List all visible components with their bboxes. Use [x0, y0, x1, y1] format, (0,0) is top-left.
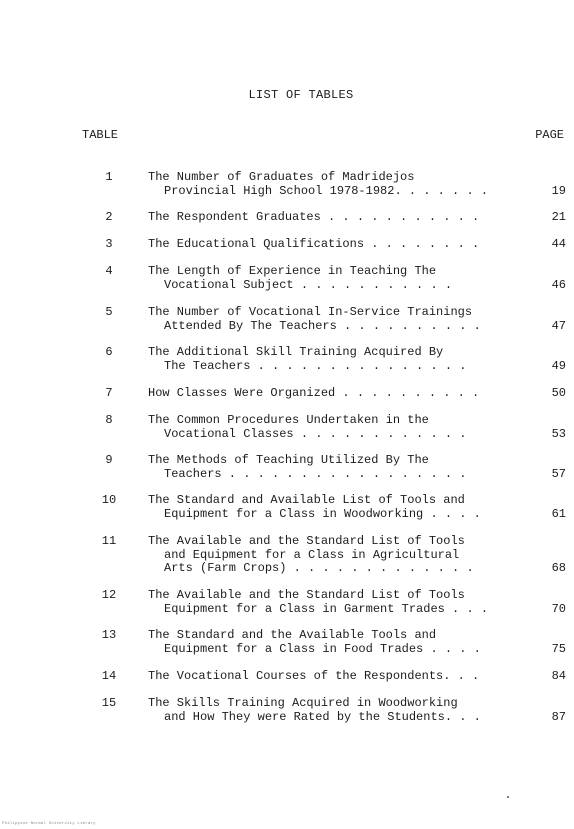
caption-line: The Standard and the Available Tools and	[148, 628, 437, 642]
table-number: 4	[105, 264, 113, 278]
page-number: 44	[551, 237, 566, 251]
caption-line: How Classes Were Organized . . . . . . . . . .	[148, 386, 480, 400]
caption-line: Teachers . . . . . . . . . . . . . . . . .	[164, 466, 467, 481]
table-caption	[148, 494, 543, 521]
table-caption	[148, 697, 543, 724]
caption-line: Equipment for a Class in Garment Trades . . .	[164, 601, 489, 616]
table-caption	[148, 454, 543, 481]
caption-line: The Additional Skill Training Acquired By	[148, 345, 444, 359]
caption-line: and How They were Rated by the Students. . .	[164, 709, 481, 724]
page-column-header: PAGE	[535, 128, 564, 142]
caption-line: Equipment for a Class in Woodworking . . . .	[164, 506, 481, 521]
table-number: 1	[105, 170, 113, 184]
table-caption	[148, 387, 543, 401]
caption-line: The Teachers . . . . . . . . . . . . . . .	[164, 358, 467, 373]
table-caption	[148, 211, 543, 225]
caption-line: and Equipment for a Class in Agricultural	[164, 547, 460, 562]
caption-line: The Methods of Teaching Utilized By The	[148, 453, 429, 467]
page-number: 47	[551, 318, 566, 333]
page-number: 70	[551, 601, 566, 616]
caption-line: The Available and the Standard List of Tools	[148, 534, 465, 548]
caption-line: Vocational Subject . . . . . . . . . . .	[164, 277, 453, 292]
table-caption	[148, 238, 543, 252]
caption-line: The Available and the Standard List of Tools	[148, 588, 465, 602]
caption-line: Provincial High School 1978-1982. . . . . . .	[164, 183, 489, 198]
page-number: 21	[551, 210, 566, 224]
table-caption	[148, 414, 543, 441]
caption-line: The Vocational Courses of the Respondents. . .	[148, 669, 480, 683]
caption-line: The Standard and Available List of Tools and	[148, 493, 465, 507]
caption-line: Vocational Classes . . . . . . . . . . . .	[164, 426, 467, 441]
table-number: 7	[105, 386, 113, 400]
table-number: 6	[105, 345, 113, 359]
caption-line: Attended By The Teachers . . . . . . . . . .	[164, 318, 481, 333]
page-number: 68	[551, 561, 566, 576]
table-number: 5	[105, 305, 113, 319]
table-number: 9	[105, 453, 113, 467]
page-number: 57	[551, 466, 566, 481]
table-number: 11	[101, 534, 117, 548]
page-number: 49	[551, 358, 566, 373]
table-caption	[148, 171, 543, 198]
caption-line: The Number of Vocational In-Service Trainings	[148, 305, 473, 319]
page-number: 19	[551, 183, 566, 198]
page-title: LIST OF TABLES	[248, 88, 354, 102]
page-number: 84	[551, 669, 566, 683]
footer-note: Philippine Normal University Library	[2, 822, 96, 826]
table-number: 8	[105, 413, 113, 427]
table-number: 2	[105, 210, 113, 224]
caption-line: The Length of Experience in Teaching The	[148, 264, 437, 278]
table-caption	[148, 589, 543, 616]
table-number: 10	[101, 493, 117, 507]
caption-line: The Number of Graduates of Madridejos	[148, 170, 415, 184]
caption-line: The Common Procedures Undertaken in the	[148, 413, 429, 427]
page-number: 61	[551, 506, 566, 521]
page-number: 46	[551, 277, 566, 292]
page-number: 53	[551, 426, 566, 441]
table-caption	[148, 265, 543, 292]
speck-mark	[507, 796, 509, 798]
caption-line: The Respondent Graduates . . . . . . . . . . .	[148, 210, 480, 224]
caption-line: The Educational Qualifications . . . . . . . .	[148, 237, 480, 251]
table-caption	[148, 306, 543, 333]
table-caption	[148, 535, 543, 576]
table-number: 3	[105, 237, 113, 251]
table-caption	[148, 670, 543, 684]
table-number: 14	[101, 669, 117, 683]
page-number: 75	[551, 641, 566, 656]
table-column-header: TABLE	[82, 128, 119, 142]
table-number: 15	[101, 696, 117, 710]
page-number: 50	[551, 386, 566, 400]
table-number: 13	[101, 628, 117, 642]
caption-line: The Skills Training Acquired in Woodworking	[148, 696, 458, 710]
page-number: 87	[551, 709, 566, 724]
table-number: 12	[101, 588, 117, 602]
table-caption	[148, 346, 543, 373]
caption-line: Equipment for a Class in Food Trades . . . .	[164, 641, 481, 656]
table-caption	[148, 629, 543, 656]
caption-line: Arts (Farm Crops) . . . . . . . . . . . . .	[164, 561, 474, 576]
